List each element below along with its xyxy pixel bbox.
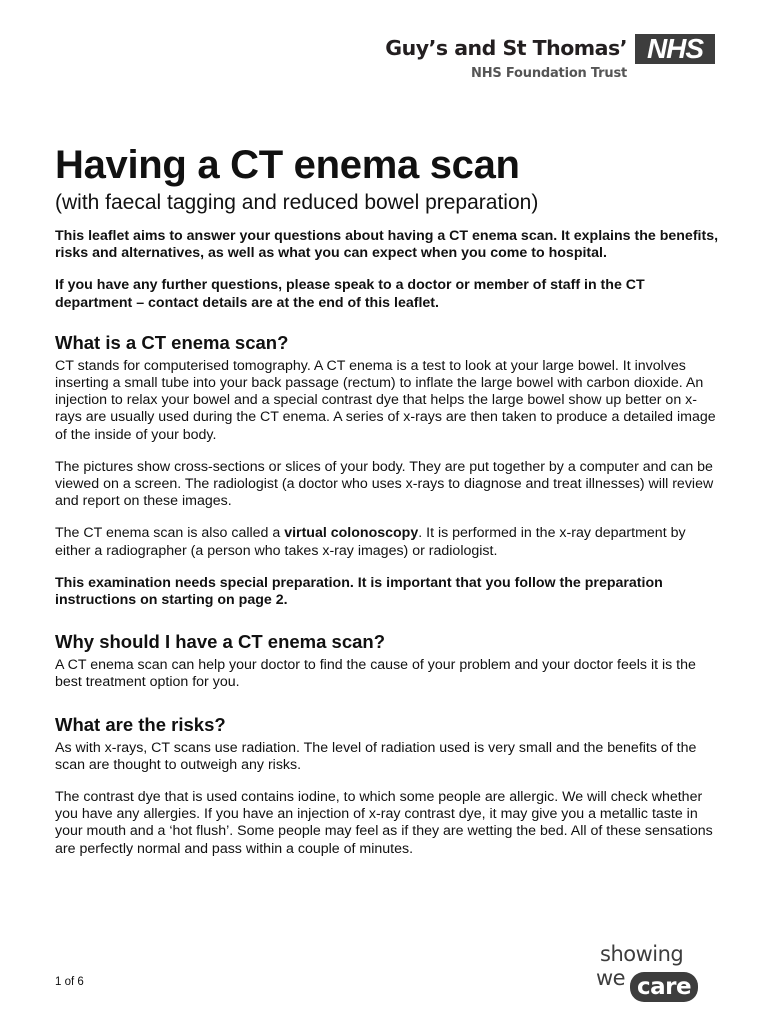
nhs-logo: NHS — [635, 34, 715, 64]
logo-care-text: care — [630, 972, 698, 1002]
page-subtitle: (with faecal tagging and reduced bowel preparation) — [55, 191, 539, 214]
logo-we-text: we — [596, 966, 626, 990]
page-number: 1 of 6 — [55, 976, 84, 988]
leaflet-content — [55, 140, 720, 873]
section-heading-what: What is a CT enema scan? — [55, 331, 289, 353]
what-paragraph-2: The pictures show cross-sections or slices of your body. They are put together by a computer and can be viewed on a screen. The radiologist (a doctor who uses x-rays to diagnose and treat illnesses) will review and report on these images. — [55, 458, 714, 510]
organisation-header — [300, 34, 715, 86]
risks-paragraph-1: As with x-rays, CT scans use radiation. The level of radiation used is very small and the benefits of the scan are thought to outweigh any risks. — [55, 739, 697, 773]
section-heading-risks: What are the risks? — [55, 713, 226, 735]
showing-we-care-logo — [596, 942, 716, 1004]
logo-showing-text: showing — [600, 942, 684, 966]
intro-paragraph-2: If you have any further questions, please speak to a doctor or member of staff in the CT department – contact details are at the end of this leaflet. — [55, 277, 645, 311]
why-paragraph-1: A CT enema scan can help your doctor to find the cause of your problem and your doctor feels it is the best treatment option for you. — [55, 657, 696, 691]
what-p3-text-end: . It is performed in the x-ray department by either a radiographer (a person who takes x-ray images) or radiologist. — [55, 525, 686, 559]
what-paragraph-4: This examination needs special preparation. It is important that you follow the preparation instructions on starting on page 2. — [55, 574, 663, 609]
what-paragraph-1: CT stands for computerised tomography. A CT enema is a test to look at your large bowel. It involves inserting a small tube into your back passage (rectum) to inflate the large bowel with carbon dioxide. An injection to relax your bowel and a special contrast dye that helps the large bowel show up better on x-rays are usually used during the CT enema. A series of x-rays are then taken to produce a detailed image of the inside of your body. — [55, 357, 716, 443]
risks-paragraph-2: The contrast dye that is used contains iodine, to which some people are allergic. We will check whether you have any allergies. If you have an injection of x-ray contrast dye, it may give you a metallic taste in your mouth and a ‘hot flush’. Some people may feel as if they are wetting the bed. All of these sensations are perfectly normal and pass within a couple of minutes. — [55, 789, 713, 857]
what-p3-text-start: The CT enema scan is also called a — [55, 525, 285, 542]
section-heading-why: Why should I have a CT enema scan? — [55, 631, 386, 653]
page-title: Having a CT enema scan — [55, 143, 520, 187]
intro-paragraph-1: This leaflet aims to answer your questions about having a CT enema scan. It explains the benefits, risks and alternatives, as well as what you can expect when you come to hospital. — [55, 228, 719, 262]
what-paragraph-3 — [55, 525, 720, 559]
org-name: Guy’s and St Thomas’ — [385, 36, 627, 60]
trust-name: NHS Foundation Trust — [471, 66, 627, 81]
what-p3-bold-term: virtual colonoscopy — [284, 525, 419, 542]
